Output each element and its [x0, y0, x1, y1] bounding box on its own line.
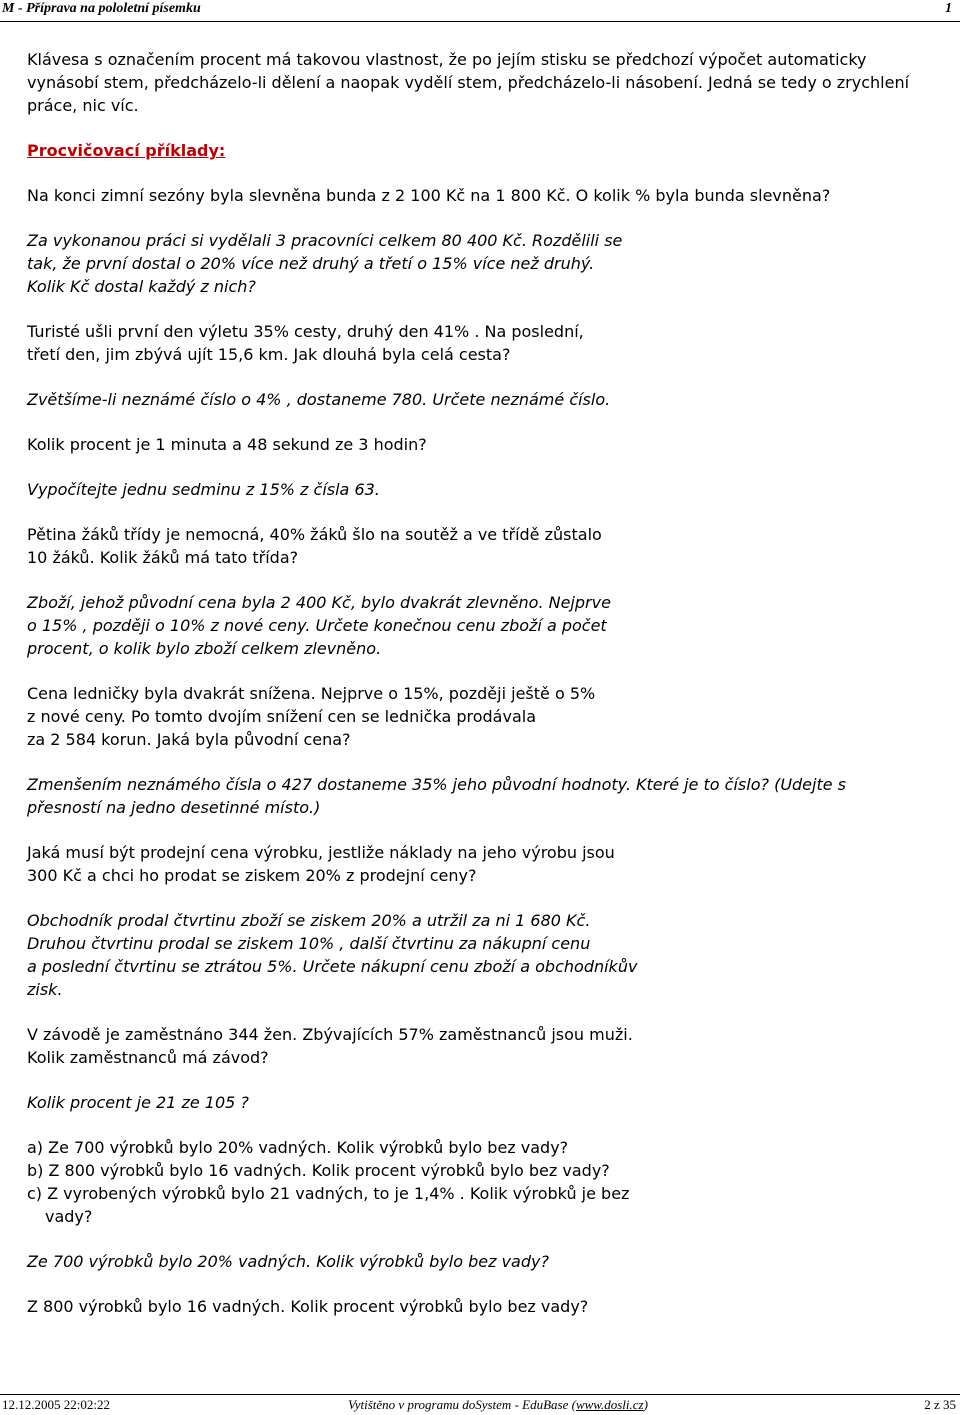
page-header: [0, 0, 960, 20]
problem: [27, 184, 947, 207]
print-datetime: 12.12.2005 22:02:22: [2, 1397, 110, 1412]
problem: [27, 433, 947, 456]
header-page-number: 1: [945, 1, 952, 16]
problem: [27, 682, 947, 751]
list-item-line: a) Ze 700 výrobků bylo 20% vadných. Kolik výrobků bylo bez vady?: [27, 1138, 569, 1157]
problem: [27, 229, 947, 298]
printed-by-text: Vytištěno v programu doSystem - EduBase (: [348, 1397, 576, 1412]
problem: [27, 478, 947, 501]
list-item: [27, 1182, 947, 1228]
section-heading: Procvičovací příklady:: [27, 141, 226, 160]
header-divider: [0, 21, 960, 22]
problem-line: přesností na jedno desetinné místo.): [27, 798, 321, 817]
problem-line: Zboží, jehož původní cena byla 2 400 Kč, bylo dvakrát zlevněno. Nejprve: [27, 593, 611, 612]
document-title: M - Příprava na pololetní písemku: [2, 1, 201, 16]
problem: [27, 320, 947, 366]
problem-line: Jaká musí být prodejní cena výrobku, jestliže náklady na jeho výrobu jsou: [27, 843, 615, 862]
intro-paragraph: [27, 48, 947, 117]
problem-line: třetí den, jim zbývá ujít 15,6 km. Jak dlouhá byla celá cesta?: [27, 345, 511, 364]
problem: [27, 909, 947, 1001]
intro-line: vynásobí stem, předcházelo-li dělení a naopak vydělí stem, předcházelo-li násobení. Jedná se tedy o zrychlení: [27, 73, 910, 92]
list-item: [27, 1159, 947, 1182]
defect-questions-list: [27, 1136, 947, 1228]
problem: [27, 591, 947, 660]
problem-line: Za vykonanou práci si vydělali 3 pracovníci celkem 80 400 Kč. Rozdělili se: [27, 231, 623, 250]
problem-line: procent, o kolik bylo zboží celkem zlevněno.: [27, 639, 382, 658]
problem: [27, 1250, 947, 1273]
problem-line: z nové ceny. Po tomto dvojím snížení cen se lednička prodávala: [27, 707, 537, 726]
problem-line: Cena ledničky byla dvakrát snížena. Nejprve o 15%, později ještě o 5%: [27, 684, 596, 703]
problem-line: V závodě je zaměstnáno 344 žen. Zbývajících 57% zaměstnanců jsou muži.: [27, 1025, 633, 1044]
problem: [27, 1023, 947, 1069]
problem: [27, 388, 947, 411]
printed-by-suffix: ): [643, 1397, 648, 1412]
problem-line: za 2 584 korun. Jaká byla původní cena?: [27, 730, 351, 749]
problem-line: Pětina žáků třídy je nemocná, 40% žáků šlo na soutěž a ve třídě zůstalo: [27, 525, 602, 544]
problem-line: Kolik procent je 21 ze 105 ?: [27, 1093, 249, 1112]
problem: [27, 523, 947, 569]
footer-divider: [0, 1394, 960, 1395]
problem-line: Turisté ušli první den výletu 35% cesty, druhý den 41% . Na poslední,: [27, 322, 584, 341]
list-item: [27, 1136, 947, 1159]
problem-line: Zvětšíme-li neznámé číslo o 4% , dostaneme 780. Určete neznámé číslo.: [27, 390, 611, 409]
problem: [27, 773, 947, 819]
final-problems: [27, 1250, 947, 1318]
problem-line: Ze 700 výrobků bylo 20% vadných. Kolik výrobků bylo bez vady?: [27, 1252, 549, 1271]
problem-line: Na konci zimní sezóny byla slevněna bunda z 2 100 Kč na 1 800 Kč. O kolik % byla bunda slevněna?: [27, 186, 831, 205]
problem-line: Kolik zaměstnanců má závod?: [27, 1048, 269, 1067]
list-item-line: c) Z vyrobených výrobků bylo 21 vadných, to je 1,4% . Kolik výrobků je bez: [27, 1184, 630, 1203]
problem-line: 10 žáků. Kolik žáků má tato třída?: [27, 548, 299, 567]
problem-line: Vypočítejte jednu sedminu z 15% z čísla 63.: [27, 480, 380, 499]
list-item-line: vady?: [45, 1207, 93, 1226]
problem-line: Kolik procent je 1 minuta a 48 sekund ze 3 hodin?: [27, 435, 427, 454]
problem-line: zisk.: [27, 980, 63, 999]
website-link[interactable]: www.dosli.cz: [575, 1397, 644, 1412]
document-body: [27, 48, 947, 1318]
problem-line: Obchodník prodal čtvrtinu zboží se ziskem 20% a utržil za ni 1 680 Kč.: [27, 911, 591, 930]
printed-by: [348, 1397, 648, 1413]
problem: [27, 841, 947, 887]
intro-line: Klávesa s označením procent má takovou vlastnost, že po jejím stisku se předchozí výpočet automaticky: [27, 50, 867, 69]
problem: [27, 1091, 947, 1114]
page-counter: 2 z 35: [924, 1397, 956, 1412]
problem-line: Druhou čtvrtinu prodal se ziskem 10% , další čtvrtinu za nákupní cenu: [27, 934, 591, 953]
problem: [27, 1295, 947, 1318]
problem-line: Z 800 výrobků bylo 16 vadných. Kolik procent výrobků bylo bez vady?: [27, 1297, 589, 1316]
problem-line: o 15% , později o 10% z nové ceny. Určete konečnou cenu zboží a počet: [27, 616, 607, 635]
problem-line: a poslední čtvrtinu se ztrátou 5%. Určete nákupní cenu zboží a obchodníkův: [27, 957, 638, 976]
problem-line: Kolik Kč dostal každý z nich?: [27, 277, 256, 296]
problem-line: 300 Kč a chci ho prodat se ziskem 20% z prodejní ceny?: [27, 866, 477, 885]
intro-line: práce, nic víc.: [27, 96, 139, 115]
problems-list: [27, 184, 947, 1136]
problem-line: Zmenšením neznámého čísla o 427 dostaneme 35% jeho původní hodnoty. Které je to číslo? (Udejte s: [27, 775, 847, 794]
problem-line: tak, že první dostal o 20% více než druhý a třetí o 15% více než druhý.: [27, 254, 595, 273]
list-item-line: b) Z 800 výrobků bylo 16 vadných. Kolik procent výrobků bylo bez vady?: [27, 1161, 610, 1180]
page-footer: [0, 1397, 960, 1413]
